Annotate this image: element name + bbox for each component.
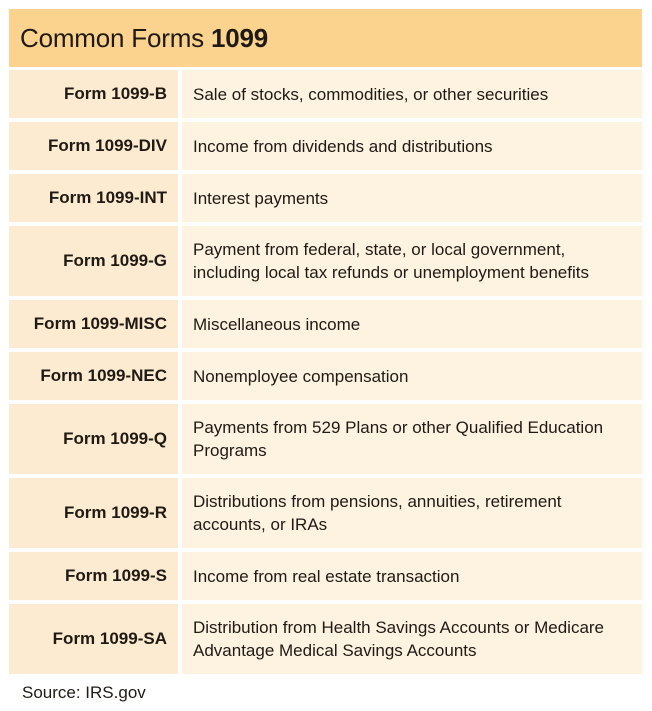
form-description: Income from real estate transaction xyxy=(182,552,642,600)
table-row xyxy=(9,604,642,674)
form-name: Form 1099-G xyxy=(9,226,178,296)
form-description: Miscellaneous income xyxy=(182,300,642,348)
form-description: Sale of stocks, commodities, or other securities xyxy=(182,70,642,118)
form-description: Nonemployee compensation xyxy=(182,352,642,400)
form-name: Form 1099-MISC xyxy=(9,300,178,348)
table-row xyxy=(9,478,642,548)
form-description: Interest payments xyxy=(182,174,642,222)
form-description: Distributions from pensions, annuities, retirement accounts, or IRAs xyxy=(182,478,642,548)
form-name: Form 1099-NEC xyxy=(9,352,178,400)
table-row xyxy=(9,300,642,348)
table-row xyxy=(9,174,642,222)
form-name: Form 1099-B xyxy=(9,70,178,118)
table-row xyxy=(9,70,642,118)
form-name: Form 1099-INT xyxy=(9,174,178,222)
form-name: Form 1099-R xyxy=(9,478,178,548)
table-header xyxy=(9,9,642,67)
form-name: Form 1099-DIV xyxy=(9,122,178,170)
form-description: Distribution from Health Savings Accounts or Medicare Advantage Medical Savings Accounts xyxy=(182,604,642,674)
table-row xyxy=(9,122,642,170)
title-number: 1099 xyxy=(210,22,269,53)
form-name: Form 1099-SA xyxy=(9,604,178,674)
table-row xyxy=(9,404,642,474)
title-prefix: Common Forms xyxy=(20,22,204,53)
table-row xyxy=(9,226,642,296)
source-note: Source: IRS.gov xyxy=(22,683,146,702)
form-description: Income from dividends and distributions xyxy=(182,122,642,170)
table-row xyxy=(9,552,642,600)
form-name: Form 1099-S xyxy=(9,552,178,600)
forms-table xyxy=(9,9,642,678)
table-row xyxy=(9,352,642,400)
form-description: Payments from 529 Plans or other Qualified Education Programs xyxy=(182,404,642,474)
form-description: Payment from federal, state, or local government, including local tax refunds or unemployment benefits xyxy=(182,226,642,296)
form-name: Form 1099-Q xyxy=(9,404,178,474)
table-body xyxy=(9,70,642,674)
